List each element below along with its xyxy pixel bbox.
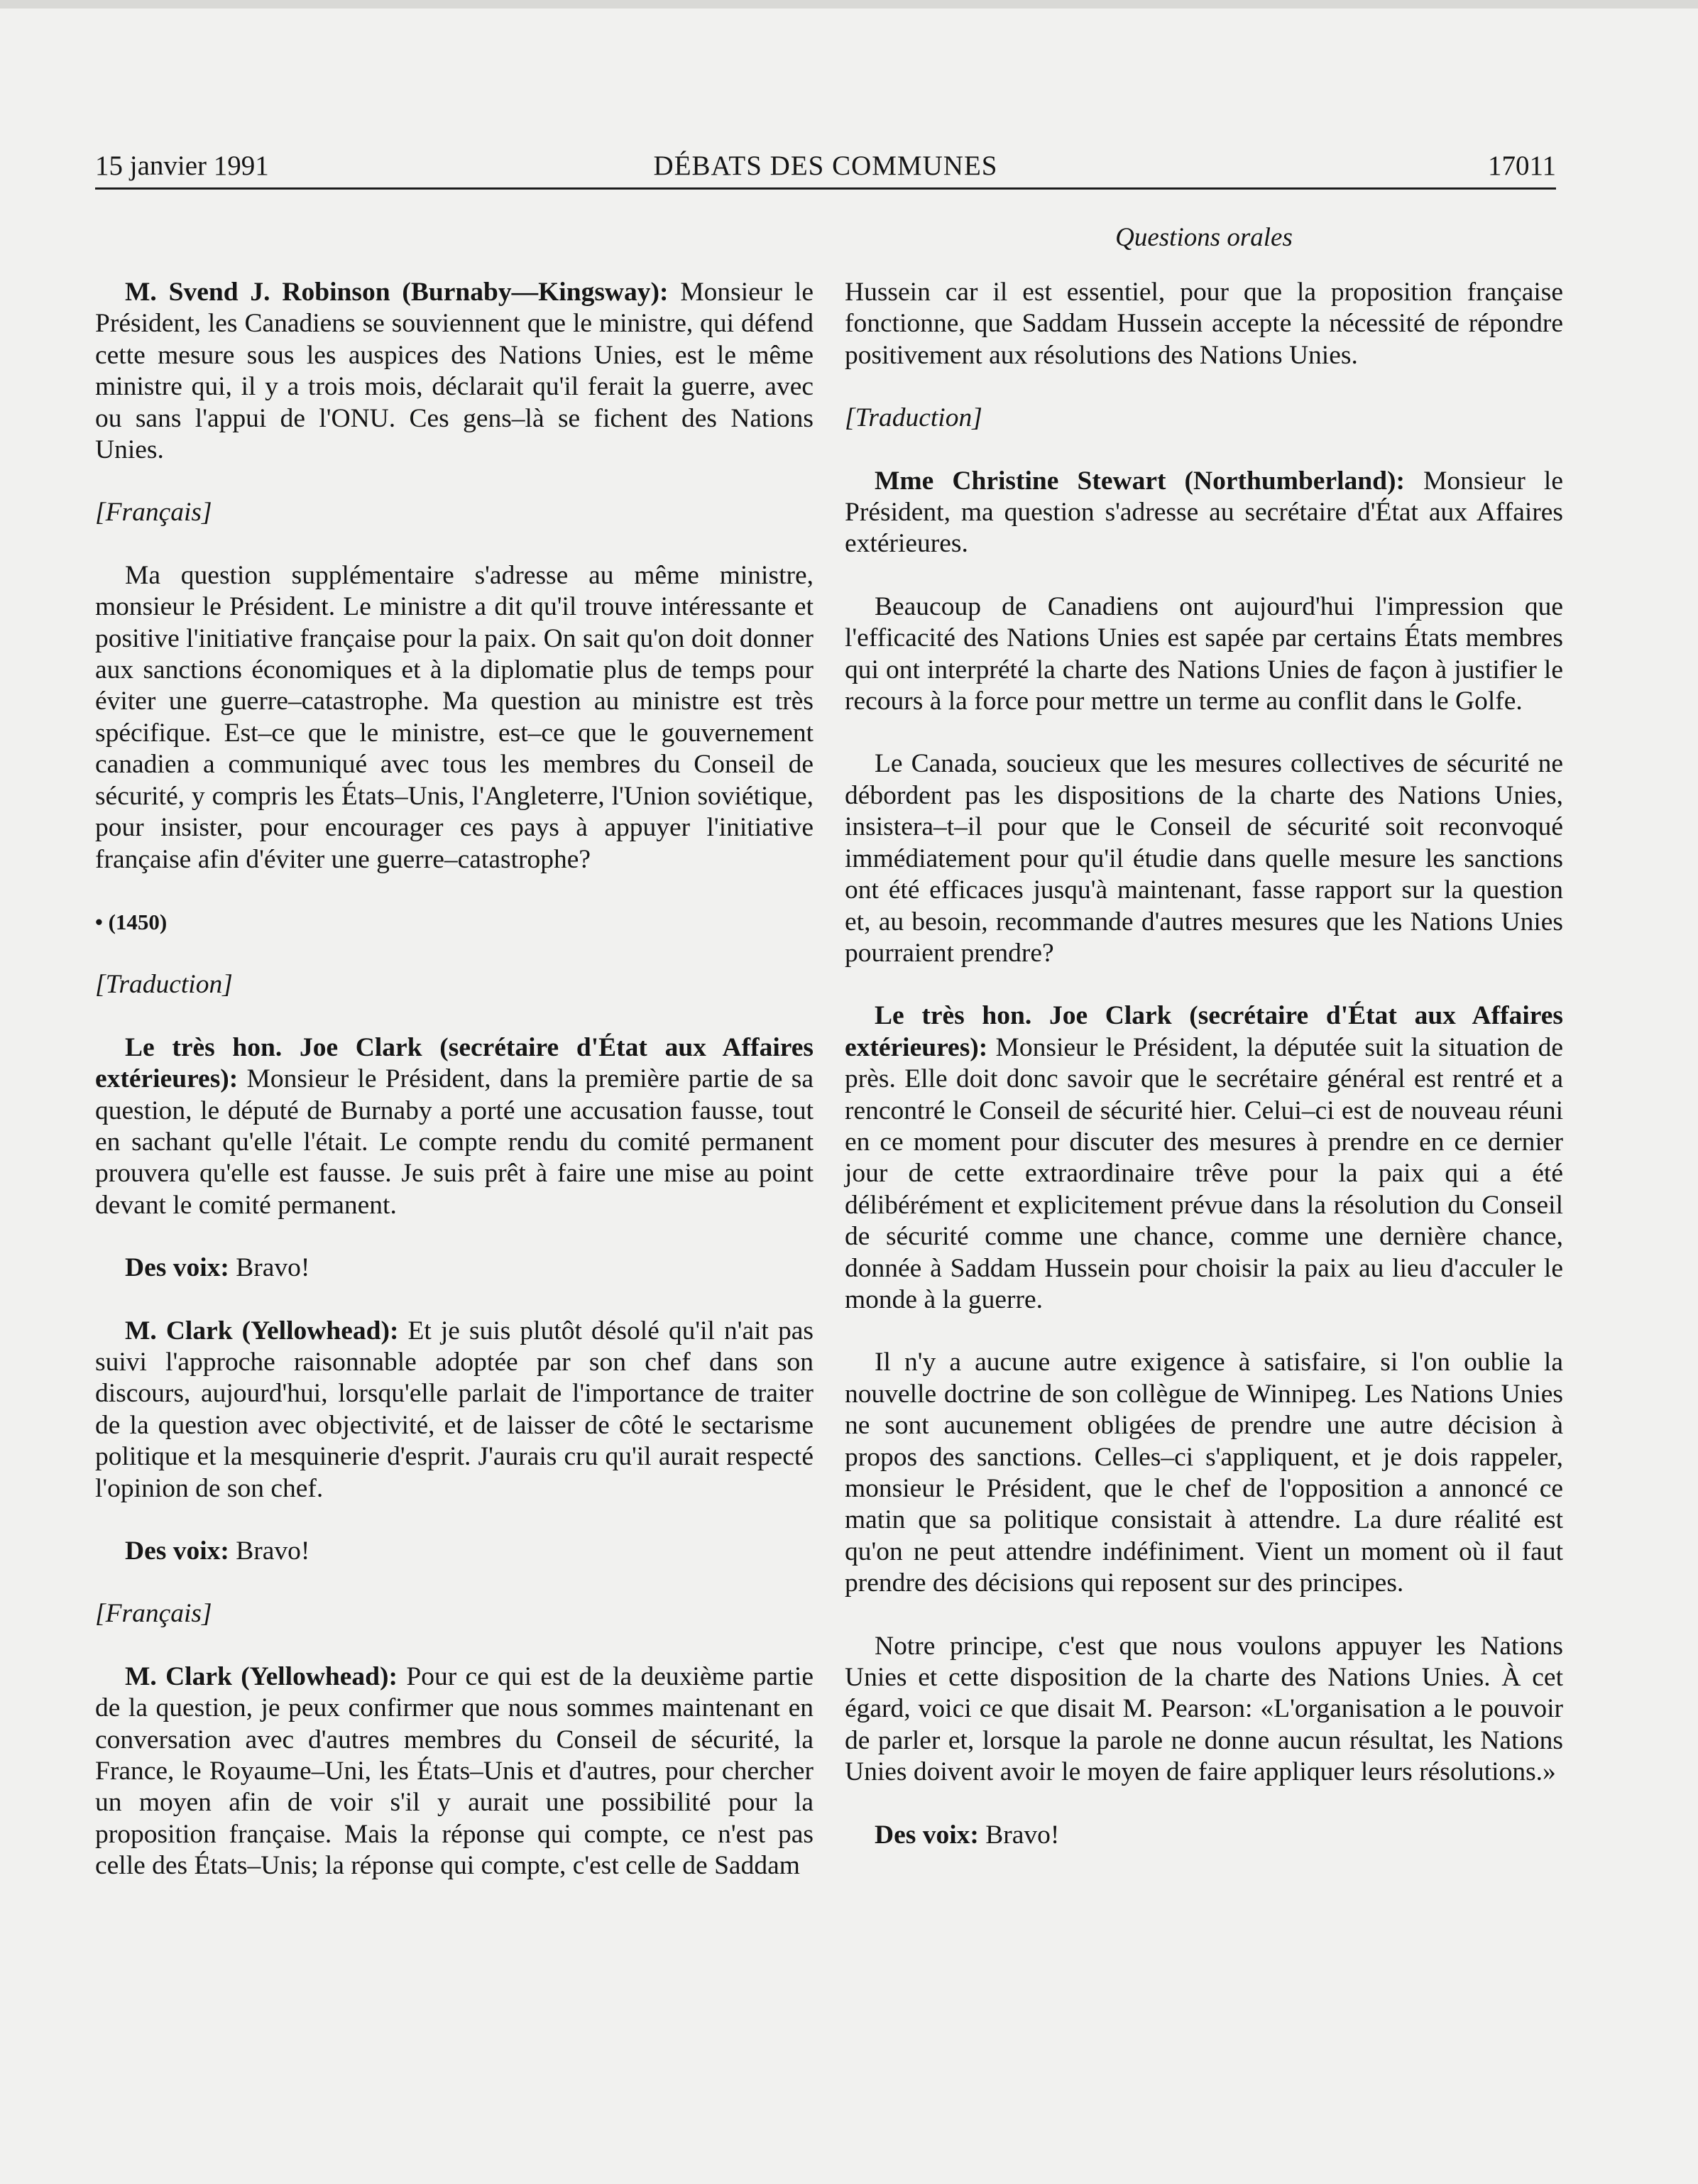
paragraph	[845, 1631, 1563, 1789]
paragraph-text: Monsieur le Président, la députée suit la situation de près. Elle doit donc savoir que le secrétaire général est rentré et a rencontré le Conseil de sécurité hier. Celui–ci est de nouveau réuni en ce moment pour discuter des mesures à prendre en ce dernier jour de cette extraordinaire trêve pour la paix qui a été délibérément et explicitement prévue dans la résolution du Conseil de sécurité comme une chance, comme une dernière chance, donnée à Saddam Hussein pour choisir la paix au lieu d'acculer le monde à la guerre.	[845, 1032, 1563, 1314]
speaker-name: Des voix:	[125, 1253, 229, 1283]
speaker-name: Mme Christine Stewart (Northumberland):	[875, 466, 1405, 496]
paragraph	[845, 748, 1563, 969]
paragraph-text: Monsieur le Président, ma question s'adresse au secrétaire d'État aux Affaires extérieures.	[845, 466, 1563, 559]
paragraph-text: Il n'y a aucune autre exigence à satisfaire, si l'on oublie la nouvelle doctrine de son collègue de Winnipeg. Les Nations Unies ne sont aucunement obligées de prendre une autre décision à propos des sanctions. Celles–ci s'appliquent, et je dois rappeler, monsieur le Président, que le chef de l'opposition a annoncé ce matin que sa politique consistait à attendre. La dure réalité est qu'on ne peut attendre indéfiniment. Vient un moment où il faut prendre des décisions qui reposent sur des principes.	[845, 1348, 1563, 1598]
speaker-name: Le très hon. Joe Clark (secrétaire d'État aux Affaires extérieures):	[95, 1032, 814, 1094]
paragraph-text: Pour ce qui est de la deuxième partie de la question, je peux confirmer que nous sommes maintenant en conversation avec d'autres membres du Conseil de sécurité, la France, le Royaume–Uni, les États–Unis et d'autres, pour chercher un moyen afin de voir s'il y aurait une possibilité pour la proposition française. Mais la réponse qui compte, ce n'est pas celle des États–Unis; la réponse qui compte, c'est celle de Saddam	[95, 1661, 814, 1881]
time-marker: • (1450)	[95, 909, 168, 934]
paragraph	[845, 1000, 1563, 1316]
paragraph	[845, 591, 1563, 718]
header-date: 15 janvier 1991	[95, 151, 269, 181]
paragraph-text: Bravo!	[978, 1820, 1060, 1850]
paragraph-text: Monsieur le Président, les Canadiens se souviennent que le ministre, qui défend cette mesure sous les auspices des Nations Unies, est le même ministre qui, il y a trois mois, déclarait qu'il ferait la guerre, avec ou sans l'appui de l'ONU. Ces gens–là se fichent des Nations Unies.	[95, 278, 814, 465]
paragraph-text: Bravo!	[229, 1536, 310, 1566]
header-rule	[95, 187, 1556, 190]
paragraph	[845, 1820, 1563, 1851]
speaker-name: M. Svend J. Robinson (Burnaby—Kingsway):	[125, 278, 669, 307]
speaker-name: Des voix:	[125, 1536, 229, 1566]
paragraph	[95, 1661, 814, 1882]
header-page-number: 17011	[1487, 151, 1556, 181]
scan-edge	[0, 0, 1698, 9]
right-column	[845, 277, 1563, 1882]
paragraph	[845, 466, 1563, 560]
paragraph-text: Hussein car il est essentiel, pour que la proposition française fonctionne, que Saddam Hussein accepte la nécessité de répondre positivement aux résolutions des Nations Unies.	[845, 278, 1563, 370]
paragraph-text: Ma question supplémentaire s'adresse au même ministre, monsieur le Président. Le ministre a dit qu'il trouve intéressante et positive l'initiative française pour la paix. On sait qu'on doit donner aux sanctions économiques et à la diplomatie plus de temps pour éviter une guerre–catastrophe. Ma question au ministre est très spécifique. Est–ce que le ministre, est–ce que le gouvernement canadien a communiqué avec tous les membres du Conseil de sécurité, y compris les États–Unis, l'Angleterre, l'Union soviétique, pour insister, pour encourager ces pays à appuyer l'initiative française afin d'éviter une guerre–catastrophe?	[95, 560, 814, 874]
language-tag: [Traduction]	[95, 970, 233, 1000]
paragraph-text: Le Canada, soucieux que les mesures collectives de sécurité ne débordent pas les dispositions de la charte des Nations Unies, insistera–t–il pour que le Conseil de sécurité soit reconvoqué immédiatement pour qu'il étudie dans quelle mesure les sanctions ont été efficaces jusqu'à maintenant, fasse rapport sur la question et, au besoin, recommande d'autres mesures que les Nations Unies pourraient prendre?	[845, 749, 1563, 968]
language-tag: [Français]	[95, 498, 212, 528]
paragraph	[95, 1536, 814, 1567]
paragraph	[95, 277, 814, 466]
language-tag: [Traduction]	[845, 403, 982, 433]
paragraph	[95, 1032, 814, 1221]
section-title: Questions orales	[1115, 223, 1293, 252]
paragraph	[95, 560, 814, 875]
paragraph-text: Monsieur le Président, dans la première partie de sa question, le député de Burnaby a porté une accusation fausse, tout en sachant qu'elle l'était. Le compte rendu du comité permanent prouvera qu'elle est fausse. Je suis prêt à faire une mise au point devant le comité permanent.	[95, 1064, 814, 1220]
header-title: DÉBATS DES COMMUNES	[653, 151, 998, 181]
paragraph	[845, 277, 1563, 371]
paragraph	[95, 1252, 814, 1284]
paragraph-text: Notre principe, c'est que nous voulons appuyer les Nations Unies et cette disposition de la charte des Nations Unies. À cet égard, voici ce que disait M. Pearson: «L'organisation a le pouvoir de parler et, lorsque la parole ne donne aucun résultat, les Nations Unies doivent avoir le moyen de faire appliquer leurs résolutions.»	[845, 1631, 1563, 1787]
paragraph-text: Beaucoup de Canadiens ont aujourd'hui l'impression que l'efficacité des Nations Unies est sapée par certains États membres qui ont interprété la charte des Nations Unies de façon à justifier le recours à la force pour mettre un terme au conflit dans le Golfe.	[845, 591, 1563, 716]
speaker-name: Des voix:	[875, 1820, 979, 1850]
left-column	[95, 277, 814, 1913]
paragraph-text: Bravo!	[229, 1253, 310, 1283]
page-header	[95, 146, 1556, 186]
paragraph-text: Et je suis plutôt désolé qu'il n'ait pas suivi l'approche raisonnable adoptée par son chef dans son discours, aujourd'hui, lorsqu'elle parlait de l'importance de traiter de la question avec objectivité, et de laisser de côté le sectarisme politique et la mesquinerie d'esprit. J'aurais cru qu'il aurait respecté l'opinion de son chef.	[95, 1316, 814, 1503]
speaker-name: M. Clark (Yellowhead):	[125, 1316, 399, 1345]
speaker-name: Le très hon. Joe Clark (secrétaire d'État aux Affaires extérieures):	[845, 1001, 1563, 1062]
language-tag: [Français]	[95, 1599, 212, 1629]
paragraph	[95, 1316, 814, 1505]
paragraph	[845, 1347, 1563, 1599]
speaker-name: M. Clark (Yellowhead):	[125, 1661, 398, 1691]
